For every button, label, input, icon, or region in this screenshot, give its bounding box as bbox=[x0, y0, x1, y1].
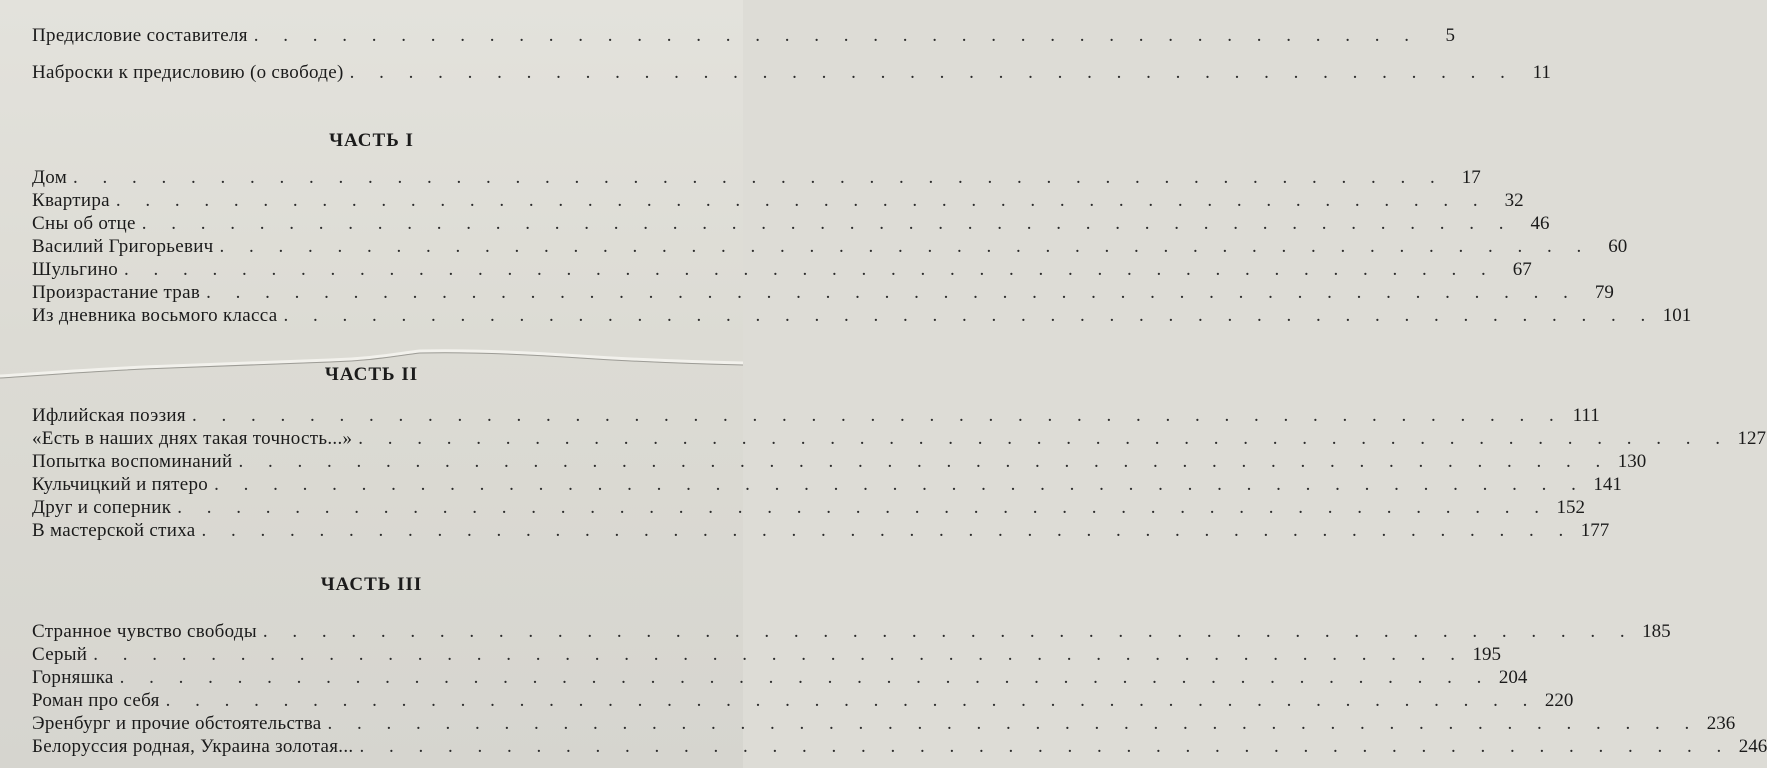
toc-entry-page: 32 bbox=[1504, 190, 1524, 211]
toc-entry-title: Эренбург и прочие обстоятельства bbox=[32, 713, 322, 734]
toc-entry[interactable] bbox=[32, 496, 1586, 520]
toc-entry-page: 17 bbox=[1461, 167, 1481, 188]
dot-leader: . . . . . . . . . . . . . . . . . . . . . . . . . . . . . . . . . . . . . . . . . . . . . . . bbox=[358, 428, 1731, 449]
toc-entry[interactable] bbox=[32, 519, 1610, 543]
dot-leader: . . . . . . . . . . . . . . . . . . . . . . . . . . . . . . . . . . . . . . . . bbox=[253, 25, 1420, 46]
toc-entry[interactable] bbox=[32, 24, 1456, 48]
toc-entry-page: 236 bbox=[1706, 713, 1736, 734]
toc-entry-title: Попытка воспоминаний bbox=[32, 451, 233, 472]
toc-entry-title: Василий Григорьевич bbox=[32, 236, 214, 257]
toc-entry-title: Из дневника восьмого класса bbox=[32, 305, 278, 326]
toc-entry-title: Квартира bbox=[32, 190, 110, 211]
toc-entry-page: 101 bbox=[1662, 305, 1692, 326]
dot-leader: . . . . . . . . . . . . . . . . . . . . . . . . . . . . . . . . . . . . . . . . bbox=[349, 62, 1515, 83]
dot-leader: . . . . . . . . . . . . . . . . . . . . . . . . . . . . . . . . . . . . . . . . . . . . . . . bbox=[115, 190, 1488, 211]
toc-entry-title: Белоруссия родная, Украина золотая... bbox=[32, 736, 354, 757]
toc-entry-title: Серый bbox=[32, 644, 88, 665]
toc-entry[interactable] bbox=[32, 212, 1550, 236]
dot-leader: . . . . . . . . . . . . . . . . . . . . . . . . . . . . . . . . . . . . . . . . . . . . . . . bbox=[283, 305, 1656, 326]
dot-leader: . . . . . . . . . . . . . . . . . . . . . . . . . . . . . . . . . . . . . . . . . . . . . . . bbox=[73, 167, 1445, 188]
toc-entry-title: Кульчицкий и пятеро bbox=[32, 474, 209, 495]
part-heading: ЧАСТЬ II bbox=[324, 364, 419, 385]
toc-entry-title: Роман про себя bbox=[32, 690, 160, 711]
toc-entry[interactable] bbox=[32, 189, 1524, 213]
dot-leader: . . . . . . . . . . . . . . . . . . . . . . . . . . . . . . . . . . . . . . . . . . . . . . . bbox=[124, 259, 1496, 280]
dot-leader: . . . . . . . . . . . . . . . . . . . . . . . . . . . . . . . . . . . . . . . . . . . . . . . bbox=[214, 474, 1586, 495]
toc-entry-page: 246 bbox=[1738, 736, 1767, 757]
toc-entry-title: В мастерской стиха bbox=[32, 520, 196, 541]
dot-leader: . . . . . . . . . . . . . . . . . . . . . . . . . . . . . . . . . . . . . . . . . . . . . . . bbox=[206, 282, 1578, 303]
toc-entry[interactable] bbox=[32, 61, 1551, 85]
toc-entry-page: 111 bbox=[1572, 405, 1600, 426]
toc-entry[interactable] bbox=[32, 666, 1528, 690]
toc-entry[interactable] bbox=[32, 473, 1622, 497]
toc-entry-page: 11 bbox=[1532, 62, 1551, 83]
part-heading: ЧАСТЬ III bbox=[320, 574, 423, 595]
toc-entry-page: 60 bbox=[1608, 236, 1628, 257]
toc-entry-title: Дом bbox=[32, 167, 68, 188]
dot-leader: . . . . . . . . . . . . . . . . . . . . . . . . . . . . . . . . . . . . . . . . . . . . . . . bbox=[327, 713, 1700, 734]
toc-entry[interactable] bbox=[32, 166, 1481, 190]
toc-entry-title: Шульгино bbox=[32, 259, 119, 280]
dot-leader: . . . . . . . . . . . . . . . . . . . . . . . . . . . . . . . . . . . . . . . . . . . . . . . bbox=[141, 213, 1514, 234]
dot-leader: . . . . . . . . . . . . . . . . . . . . . . . . . . . . . . . . . . . . . . . . . . . . . . . bbox=[359, 736, 1732, 757]
toc-entry-page: 177 bbox=[1580, 520, 1610, 541]
toc-entry-title: Друг и соперник bbox=[32, 497, 172, 518]
toc-entry[interactable] bbox=[32, 404, 1600, 428]
toc-entry-page: 152 bbox=[1556, 497, 1586, 518]
toc-entry-title: Произрастание трав bbox=[32, 282, 201, 303]
toc-entry[interactable] bbox=[32, 235, 1628, 259]
toc-entry[interactable] bbox=[32, 735, 1767, 759]
toc-entry-page: 195 bbox=[1472, 644, 1502, 665]
toc-entry[interactable] bbox=[32, 689, 1574, 713]
dot-leader: . . . . . . . . . . . . . . . . . . . . . . . . . . . . . . . . . . . . . . . . . . . . . . . bbox=[262, 621, 1635, 642]
toc-entry[interactable] bbox=[32, 304, 1692, 328]
toc-entry-title: Сны об отце bbox=[32, 213, 136, 234]
dot-leader: . . . . . . . . . . . . . . . . . . . . . . . . . . . . . . . . . . . . . . . . . . . . . . . bbox=[238, 451, 1611, 472]
dot-leader: . . . . . . . . . . . . . . . . . . . . . . . . . . . . . . . . . . . . . . . . . . . . . . . bbox=[93, 644, 1466, 665]
toc-entry-title: Странное чувство свободы bbox=[32, 621, 257, 642]
toc-entry-title: Наброски к предисловию (о свободе) bbox=[32, 62, 344, 83]
toc-entry[interactable] bbox=[32, 281, 1614, 305]
dot-leader: . . . . . . . . . . . . . . . . . . . . . . . . . . . . . . . . . . . . . . . . . . . . . . . bbox=[177, 497, 1550, 518]
dot-leader: . . . . . . . . . . . . . . . . . . . . . . . . . . . . . . . . . . . . . . . . . . . . . . . bbox=[219, 236, 1592, 257]
toc-entry-page: 46 bbox=[1530, 213, 1550, 234]
toc-entry[interactable] bbox=[32, 258, 1532, 282]
part-heading: ЧАСТЬ I bbox=[329, 130, 414, 151]
toc-entry-title: «Есть в наших днях такая точность...» bbox=[32, 428, 353, 449]
toc-entry-title: Предисловие составителя bbox=[32, 25, 248, 46]
toc-entry-title: Ифлийская поэзия bbox=[32, 405, 186, 426]
toc-entry-page: 204 bbox=[1498, 667, 1528, 688]
toc-entry-page: 185 bbox=[1642, 621, 1671, 642]
toc-entry[interactable] bbox=[32, 450, 1647, 474]
toc-entry-page: 127 bbox=[1737, 428, 1767, 449]
dot-leader: . . . . . . . . . . . . . . . . . . . . . . . . . . . . . . . . . . . . . . . . . . . . . . . bbox=[165, 690, 1538, 711]
toc-entry-page: 67 bbox=[1512, 259, 1532, 280]
toc-entry[interactable] bbox=[32, 712, 1736, 736]
toc-entry-title: Горняшка bbox=[32, 667, 114, 688]
toc-entry[interactable] bbox=[32, 620, 1671, 644]
toc-entry-page: 79 bbox=[1594, 282, 1614, 303]
toc-entry-page: 141 bbox=[1593, 474, 1622, 495]
toc-entry-page: 130 bbox=[1617, 451, 1647, 472]
dot-leader: . . . . . . . . . . . . . . . . . . . . . . . . . . . . . . . . . . . . . . . . . . . . . . . bbox=[119, 667, 1492, 688]
toc-entry[interactable] bbox=[32, 427, 1767, 451]
dot-leader: . . . . . . . . . . . . . . . . . . . . . . . . . . . . . . . . . . . . . . . . . . . . . . . bbox=[201, 520, 1574, 541]
toc-entry-page: 220 bbox=[1544, 690, 1574, 711]
dot-leader: . . . . . . . . . . . . . . . . . . . . . . . . . . . . . . . . . . . . . . . . . . . . . . . bbox=[191, 405, 1564, 426]
toc-entry[interactable] bbox=[32, 643, 1502, 667]
toc-entry-page: 5 bbox=[1445, 25, 1456, 46]
